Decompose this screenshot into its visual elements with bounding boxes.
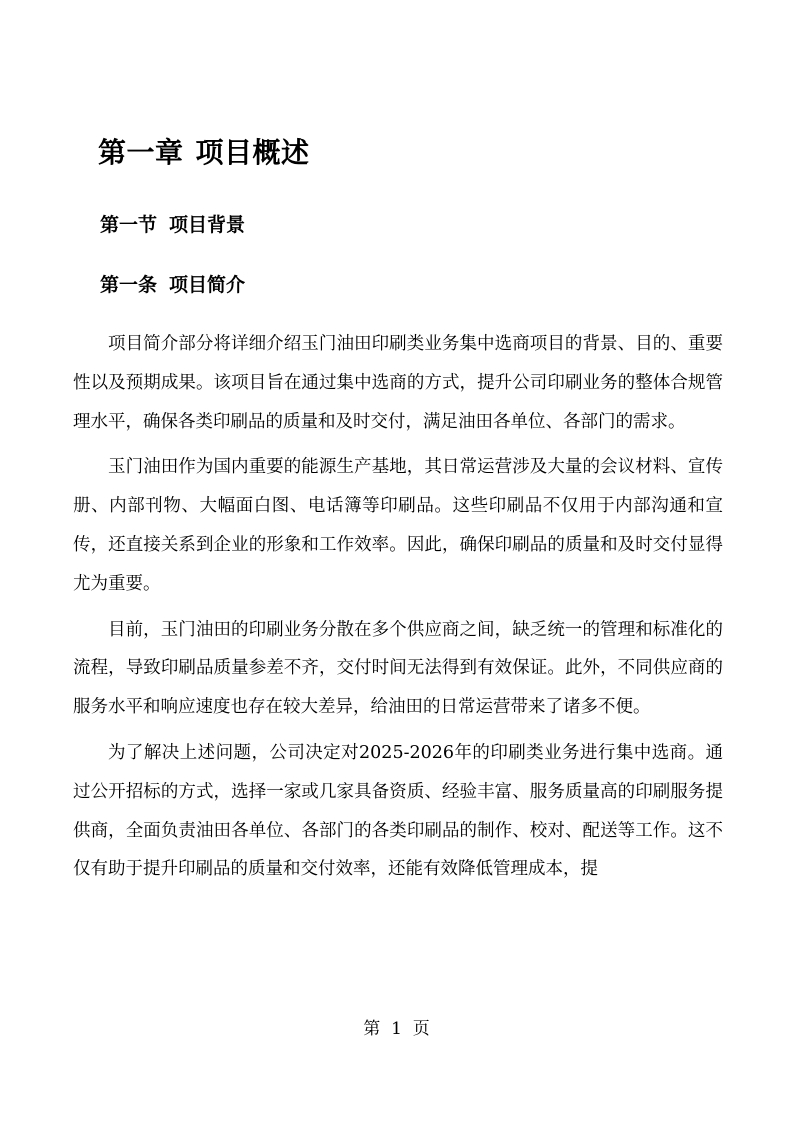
page-label-prefix: 第	[363, 1019, 381, 1039]
page-number: 1	[391, 1019, 402, 1039]
paragraph: 目前，玉门油田的印刷业务分散在多个供应商之间，缺乏统一的管理和标准化的流程，导致印刷品质量参差不齐，交付时间无法得到有效保证。此外，不同供应商的服务水平和响应速度也存在较大差异，给油田的日常运营带来了诸多不便。	[73, 619, 723, 718]
paragraph: 项目简介部分将详细介绍玉门油田印刷类业务集中选商项目的背景、目的、重要性以及预期成果。该项目旨在通过集中选商的方式，提升公司印刷业务的整体合规管理水平，确保各类印刷品的质量和及时交付，满足油田各单位、各部门的需求。	[73, 334, 723, 432]
body-text	[73, 325, 723, 896]
section-number: 第一节	[100, 214, 158, 236]
paragraph: 玉门油田作为国内重要的能源生产基地，其日常运营涉及大量的会议材料、宣传册、内部刊物、大幅面白图、电话簿等印刷品。这些印刷品不仅用于内部沟通和宣传，还直接关系到企业的形象和工作效率。因此，确保印刷品的质量和及时交付显得尤为重要。	[73, 457, 723, 594]
page-label-suffix: 页	[412, 1019, 430, 1039]
section-title	[100, 210, 245, 240]
paragraph: 为了解决上述问题，公司决定对2025-2026年的印刷类业务进行集中选商。通过公开招标的方式，选择一家或几家具备资质、经验丰富、服务质量高的印刷服务提供商，全面负责油田各单位、各部门的各类印刷品的制作、校对、配送等工作。这不仅有助于提升印刷品的质量和交付效率，还能有效降低管理成本，提	[73, 742, 723, 880]
chapter-title	[98, 133, 310, 173]
chapter-name: 项目概述	[195, 136, 310, 169]
page-footer	[0, 1016, 793, 1042]
section-name: 项目背景	[169, 214, 246, 236]
article-name: 项目简介	[169, 274, 246, 296]
chapter-number: 第一章	[98, 136, 184, 169]
article-title	[100, 270, 245, 300]
article-number: 第一条	[100, 274, 158, 296]
